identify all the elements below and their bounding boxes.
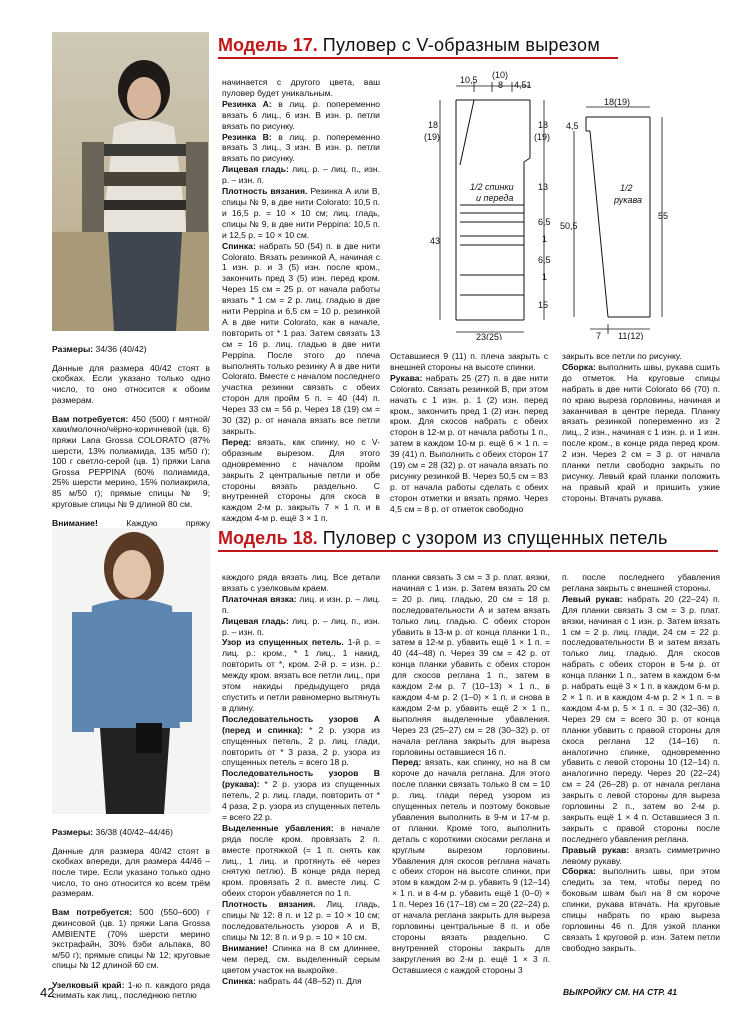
page-number: 42 <box>40 985 55 1000</box>
paragraph-label: Лицевая гладь: <box>222 615 289 626</box>
paragraph-text: в лиц. р. попеременно вязать 3 лиц., 3 изн. В изн. р. петли вязать по рисунку. <box>222 131 380 164</box>
paragraph-label: Внимание! <box>222 942 268 953</box>
paragraph-text: в лиц. р. попеременно вязать 6 лиц., 6 изн. В изн. р. петли вязать по рисунку. <box>222 98 380 131</box>
model17-photo <box>52 32 209 331</box>
sizes-label: Размеры: <box>52 343 94 354</box>
paragraph-text: * 2 р. узора из спущенных петель, 2 р. лиц. глади, повторить от * 3 раза, 2 р. узора из спущенных петель = всего 18 р. <box>222 724 380 768</box>
paragraph-label: Выделенные убавления: <box>222 822 334 833</box>
model18-title-rule <box>218 550 718 552</box>
paragraph-text: Спинка на 8 см длиннее, чем перед, см. выделенный серым цветом участок на выкройке. <box>222 942 380 975</box>
model17-title <box>218 35 600 56</box>
materials-text: 500 (550–600) г джинсовой (цв. 1) пряжи Lana Grossa AMBIENTE (70% шерсти мерино экстрафайн, 30% бэби альпака, 80 м/50 г); прямые спицы № 12; круговые спицы № 12 длиной 60 см. <box>52 907 210 971</box>
materials-text: 450 (500) г мятной/хаки/молочно/чёрно-коричневой (цв. 6) пряжи Lana Grossa COLORATO (87% шерсти, 13% полиамида, 135 м/50 г); 100 г светло-серой (цв. 1) пряжи Lana Grossa PEPPINA (60% полиамида, 25% шерсти мерино, 15% полиакрила, 85 м/50 г); прямые спицы № 9; круговые спицы № 9 длиной 80 см. <box>52 413 211 509</box>
paragraph-text: выполнить швы, при этом следить за тем, чтобы перед по боковым швам был на 8 см короче спинки, рукава втачать. На круговые спицы набрать по краю выреза горловины 46 п. Для узкой планки связать 1 круговой р. изн. Затем петли свободно закрыть. <box>562 866 721 953</box>
sleeve-label-1: 1/2 <box>620 183 633 193</box>
sizes-note: Данные для размера 40/42 стоят в скобках впереди, для размера 44/46 – после тире. Если указано только одно число, то оно относится ко всем трём размерам. <box>52 845 210 899</box>
paragraph-text: п. после последнего убавления реглана закрыть с внешней стороны. <box>562 572 720 593</box>
sizes-value: 34/36 (40/42) <box>95 343 147 354</box>
paragraph-text: лиц. р. – лиц. п., изн. р. – изн. п. <box>222 615 380 637</box>
model18-photo <box>52 528 210 814</box>
sleeve-bottom-2: 11(12) <box>618 331 644 340</box>
paragraph-label: Рукава: <box>390 372 423 383</box>
paragraph-text: 1-й р. = лиц. р.: кром., * 1 лиц., 1 накид, повторить от *, кром. 2-й р. = изн. р.: между кром. вязать все петли лиц., при этом накиды предыдущего ряда спустить и петли равномерно вытянуть в длину. <box>222 637 381 713</box>
paragraph-label: Узор из спущенных петель. <box>222 637 344 648</box>
paragraph-text: лиц. р. – лиц. п., изн. р. – изн. п. <box>222 164 380 186</box>
paragraph-text: вязать, как спинку, но с V-образным вырезом. Для этого одновременно с началом пройм закрыть 2 центральные петли и обе стороны вязать раздельно. С внутренней стороны для скоса в каждом 2-м р. закрыть 7 × 1 п. и в каждом 4-м р. ещё 3 × 1 п. <box>222 436 381 524</box>
sizes-note: Данные для размера 40/42 стоят в скобках. Если указано только одно число, то оно относится к обоим размерам. <box>52 362 210 405</box>
sleeve-left-1: 4,5 <box>566 121 579 131</box>
sleeve-top: 18(19) <box>604 97 631 107</box>
paragraph-text: выполнить швы, рукава сшить до отметок. На круговые спицы набрать в две нити Colorato 66 (70) п. по краю выреза горловины, начиная и заканчивая в центре переда. Планку вязать резинкой попеременно из 2 лиц., 2 изн., начиная с 1 изн. р. и 1 изн. после кром., в конце ряда перед кром. 2 изн. Через 2 см = 3 р. от начала планки петли свободно закрыть по рисунку. Левый край планки положить на правый край и пришить узкие стороны. Втачать рукава. <box>562 361 720 503</box>
dim-top-2: (10) <box>492 70 509 80</box>
paragraph-text: лиц. и изн. р. – лиц. п. <box>222 593 381 615</box>
paragraph-text: Лиц. гладь, спицы № 12: 8 п. и 12 р. = 10 × 10 см; последовательность узоров А и В, спицы № 12: 8 п. и 9 р. = 10 × 10 см. <box>222 899 381 942</box>
sizes-label: Размеры: <box>52 826 94 837</box>
paragraph-text: вязать симметрично левому рукаву. <box>562 844 720 866</box>
attention-label: Внимание! <box>52 517 98 528</box>
paragraph-text: набрать 20 (22–24) п. Для планки связать 3 см = 3 р. плат. вязки, начиная с 1 изн. р. Затем вязать 1 см = 2 р. лиц. глади, 24 см = 22 р. последовательности В и затем вязать только лиц. гладью. Для скосов набрать с обеих сторон в 5-м р. от конца планки 1 п., затем в каждом 6-м р. набрать ещё 3 × 1 п. в каждом 6-м р. 2 × 1 п. и в каждом 4-м р. 2 × 1 п. = в каждом 4-м р. 5 × 1 п. = 30 (32–36) п. Через 29 см = всего 30 р. от конца планки убавить с правой стороны для скоса реглана 12 (14–16) п. аналогично спинке, одновременно убавить с левой стороны 10 (12–14) п. аналогично переду. Через 20 (22–24) см = 24 (26–28) р. от начала реглана закрыть с левой стороны для выреза горловины 2 п., затем во 2-м р. закрыть ещё 1 × 4 п. Оставшиеся 3 п. закрыть с правой стороны после последнего убавления реглана. <box>562 593 720 844</box>
sizes-value: 36/38 (40/42–44/46) <box>95 826 173 837</box>
sleeve-left-2: 50,5 <box>560 221 578 231</box>
model17-column-2 <box>222 77 380 524</box>
dim-right-8: 15 <box>538 300 549 310</box>
model18-column-4 <box>562 572 720 954</box>
attention-text: Каждую пряжу <box>126 517 210 528</box>
paragraph-label: Левый рукав: <box>562 593 623 604</box>
paragraph-label: Плотность вязания. <box>222 186 308 197</box>
model17-name: Пуловер с V-образным вырезом <box>322 35 600 55</box>
model17-schematic-sleeve <box>560 95 680 340</box>
dim-right-2: (19) <box>534 132 551 142</box>
model18-specs <box>52 818 210 1009</box>
model18-column-3 <box>392 572 550 976</box>
paragraph-label: Спинка: <box>222 975 256 986</box>
paragraph-text: набрать 44 (48–52) п. Для <box>258 975 362 986</box>
dim-top-1: 10,5 <box>460 75 478 85</box>
paragraph-text: закрыть все петли по рисунку. <box>562 351 682 361</box>
paragraph-text: Резинка А или В, спицы № 9, в две нити Colorato: 10,5 п. и 16,5 р. = 10 × 10 см; лиц. гладь, спицы № 9, в две нити Peppina: 10,5 п. и 12,5 р. = 10 × 10 см. <box>222 186 381 240</box>
dim-right-3: 13 <box>538 182 549 192</box>
paragraph-label: Спинка: <box>222 240 256 251</box>
dim-right-4: 6,5 <box>538 217 551 227</box>
dim-left-3: 43 <box>430 236 441 246</box>
paragraph-text: планки связать 3 см = 3 р. плат. вязки, начиная с 1 изн. р. Затем вязать 20 см = 20 р. лиц. гладью, 20 см = 18 р. последовательности А и затем вязать только лиц. гладью. С обеих сторон убавить в 13-м р. от конца планки 1 п., затем в 12-м р. убавить ещё 1 × 1 п. = 40 (44–48) п. Через 39 см = 42 р. от конца планки убавить с обеих сторон для скосов реглана 1 п., затем в каждом 2-м р. 7 (10–13) × 1 п., в каждом 4-м р. 2 (1–0) × 1 п. и снова в каждом 2-м р. убавить ещё 2 × 1 п., выполняя выделенные убавления. Через 23 (25–27) см = 28 (30–32) р. от начала реглана закрыть для выреза горловины оставшиеся 16 п. <box>392 572 550 757</box>
paragraph-text: вязать, как спинку, но на 8 см короче до начала реглана. Для этого после планки связать только 8 см = 10 р. лиц. глади перед узором из спущенных петель и поэтому боковые убавления выполнить в 9-м и 17-м р. от планки. Кроме того, выполнить деталь с короткими скосами реглана и круглым вырезом горловины. Убавления для скосов реглана начать с обеих сторон на высоте спинки, при этом в каждом 2-м р. убавить 9 (12–14) × 1 п. и в 4-м р. убавить ещё 1 (0–0) × 1 п. Через 16 (17–18) см = 20 (22–24) р. от начала реглана закрыть для выреза горловины центральные 8 п. и обе стороны вязать раздельно. С внутренней стороны закрыть для закругления во 2-м р. ещё 1 × 3 п. Оставшиеся с каждой стороны 3 <box>392 757 551 975</box>
model18-column-2 <box>222 572 380 986</box>
dim-top-3: 8 <box>498 80 504 90</box>
paragraph-label: Перед: <box>222 436 252 447</box>
paragraph-label: Последовательность узоров А (перед и спинка): <box>222 713 380 735</box>
model17-column-4 <box>562 351 720 504</box>
paragraph-text: набрать 25 (27) п. в две нити Colorato. Связать резинкой В, при этом начать с 1 изн. р. 1 (2) изн. перед кром., закончить пред 1 (2) изн. перед кром. Для скосов набрать с обеих сторон в 12-м р. от начала работы 1 п., затем в каждом 10-м р. ещё 6 × 1 п. = 39 (41) п. Выполнить с обеих сторон 17 (19) см = 28 (32) р. от начала вязать по рисунку резинкой В. Через 50,5 см = 83 р. от начала работы сделать с обеих сторон отметки и вязать прямо. Через 4,5 см = 8 р. от отметок свободно <box>390 372 548 514</box>
paragraph-text: каждого ряда вязать лиц. Все детали вязать с узелковым краем. <box>222 572 380 593</box>
piece-label-1: 1/2 спинки <box>470 182 514 192</box>
paragraph-label: Правый рукав: <box>562 844 630 855</box>
paragraph-label: Резинка В: <box>222 131 272 142</box>
paragraph-label: Плотность вязания. <box>222 899 316 910</box>
sleeve-label-2: рукава <box>614 195 642 205</box>
model18-title <box>218 528 668 549</box>
edge-text: 1-ю п. каждого ряда снимать как лиц., последнюю петлю <box>52 979 210 1001</box>
model18-name: Пуловер с узором из спущенных петель <box>322 528 668 548</box>
dim-right-7: 1 <box>542 272 548 282</box>
dim-right-5: 1 <box>542 234 548 244</box>
paragraph-text: в начале ряда после кром. провязать 2 п. вместе протяжкой (= 1 п. снять как лиц., 1 лиц. и протянуть её через снятую петлю). В конце ряда перед кром. провязать 2 п. вместе лиц. С обеих сторон убавляется по 1 п. <box>222 822 381 899</box>
paragraph-label: Платочная вязка: <box>222 593 297 604</box>
paragraph-label: Лицевая гладь: <box>222 164 289 175</box>
materials-label: Вам потребуется: <box>52 907 133 918</box>
model18-number: Модель 18. <box>218 528 318 548</box>
paragraph-label: Перед: <box>392 757 422 768</box>
model17-number: Модель 17. <box>218 35 318 55</box>
model17-column-3 <box>390 351 548 515</box>
paragraph-label: Сборка: <box>562 361 596 372</box>
materials-label: Вам потребуется: <box>52 413 129 424</box>
model17-title-rule <box>218 57 618 59</box>
paragraph-label: Последовательность узоров В (рукава): <box>222 768 380 790</box>
paragraph-text: набрать 50 (54) п. в две нити Colorato. Вязать резинкой А, начиная с 1 изн. р. и 3 (5) изн. после кром., закончить пред 3 (5) изн. перед кром. Через 15 см = 25 р. от начала работы вязать * 1 см = 2 р. лиц. гладью в две нити Peppina и 6,5 см = 10 р. резинкой А в две нити Colorato, как в начале, повторить от * 1 раз. Затем связать 13 см = 16 р. лиц. гладью в две нити Peppina. После этого до плеча выполнять только резинку А в две нити Colorato. Вместе с началом последнего участка резинки связать с обеих сторон для пройм 5 п. = 40 (44) п. Через 33 см = 56 р. Через 18 (19) см = 30 (32) р. от начала вязать все петли закрыть. <box>222 240 380 436</box>
paragraph-text: Оставшиеся 9 (11) п. плеча закрыть с внешней стороны на высоте спинки. <box>390 351 548 372</box>
dim-top-4: 4,51 <box>514 80 532 90</box>
dim-left-1: 18 <box>428 120 439 130</box>
paragraph-text: * 2 р. узора из спущенных петель, 2 р. лиц. глади, повторить от * 4 раза, 2 р. узора из спущенных петель = всего 22 р. <box>222 779 381 822</box>
paragraph-label: Сборка: <box>562 866 596 877</box>
pattern-reference: ВЫКРОЙКУ СМ. НА СТР. 41 <box>563 987 677 997</box>
sleeve-bottom-1: 7 <box>596 331 602 340</box>
dim-right-6: 6,5 <box>538 255 551 265</box>
piece-label-2: и переда <box>476 193 514 203</box>
dim-right-1: 18 <box>538 120 549 130</box>
edge-label: Узелковый край: <box>52 979 125 990</box>
dim-bottom: 23(25) <box>476 332 503 340</box>
paragraph-text: начинается с другого цвета, ваш пуловер будет уникальным. <box>222 77 380 98</box>
model17-schematic-body <box>420 70 560 340</box>
paragraph-label: Резинка А: <box>222 98 272 109</box>
dim-left-2: (19) <box>424 132 441 142</box>
sleeve-right: 55 <box>658 211 669 221</box>
